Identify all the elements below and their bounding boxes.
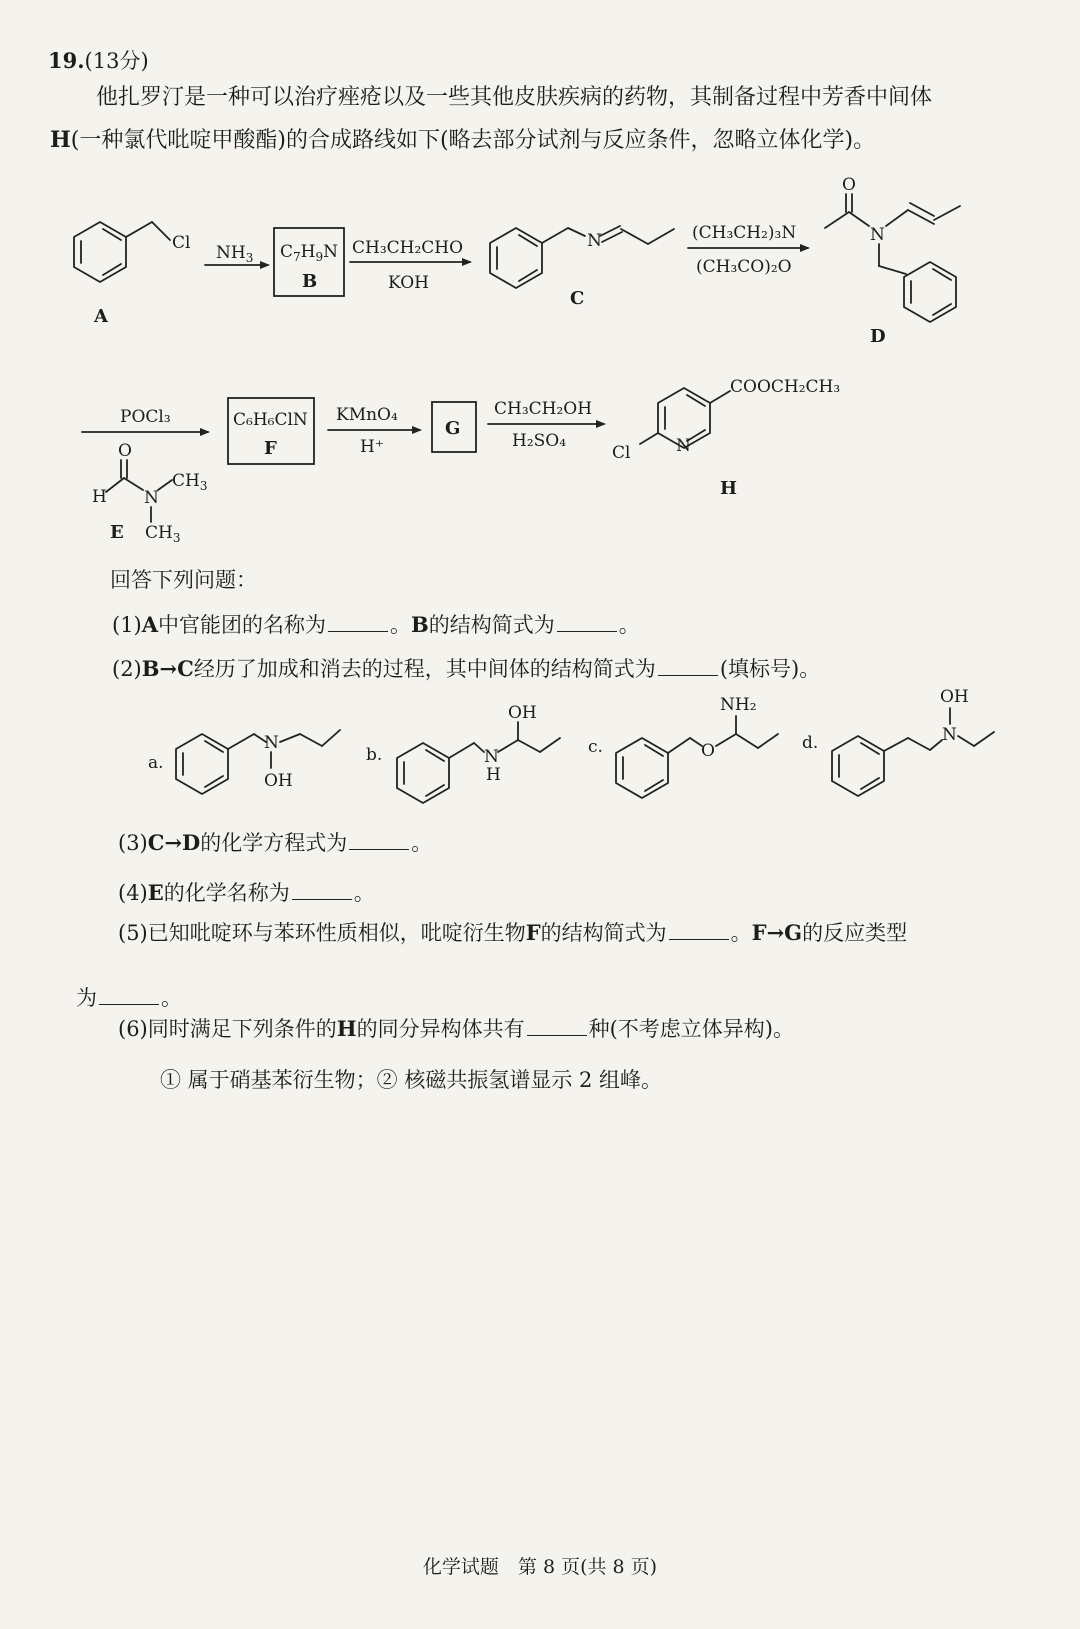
e-n-label: N — [144, 488, 159, 508]
box-g — [432, 402, 476, 452]
svg-text:N: N — [942, 725, 957, 745]
option-b — [366, 703, 560, 803]
h-ester-label: COOCH₂CH₃ — [730, 377, 841, 397]
reagent-nh3: $NH_3$ — [216, 243, 254, 265]
reagent-ethanol: CH₃CH₂OH — [494, 399, 593, 419]
intro-h-label: H — [50, 127, 71, 153]
arrow-g-to-h — [488, 399, 606, 451]
d-n-label: N — [870, 225, 885, 245]
arrow-b-to-c — [350, 238, 472, 293]
label-b: B — [302, 271, 318, 292]
svg-text:O: O — [701, 741, 715, 761]
reagent-acetic-anhydride: (CH₃CO)₂O — [696, 257, 792, 277]
question-6: (6)同时满足下列条件的H的同分异构体共有 种(不考虑立体异构)。 — [118, 1016, 794, 1041]
answer-prompt: 回答下列问题： — [110, 568, 257, 592]
svg-text:H: H — [486, 765, 501, 785]
intro-line-2-text: (一种氯代吡啶甲酸酯)的合成路线如下(略去部分试剂与反应条件，忽略立体化学)。 — [70, 128, 876, 153]
q3-blank[interactable] — [349, 831, 409, 850]
reagent-hplus: H⁺ — [360, 437, 384, 457]
svg-text:b.: b. — [366, 745, 383, 765]
question-4: (4)E的化学名称为 。 — [118, 880, 375, 905]
synthesis-scheme — [0, 0, 1080, 560]
label-a: A — [94, 306, 108, 327]
h-n-label: N — [676, 436, 691, 456]
q5-blank-1[interactable] — [669, 921, 729, 940]
e-ch3-bottom: $CH_3$ — [145, 523, 181, 545]
question-number: 19. — [48, 48, 85, 73]
h-cl-label: Cl — [612, 443, 631, 463]
reagent-kmno4: KMnO₄ — [336, 405, 398, 425]
arrow-d-to-f — [82, 407, 210, 436]
label-c: C — [570, 288, 585, 309]
label-e: E — [110, 522, 124, 543]
label-f: F — [264, 438, 277, 459]
arrow-f-to-g — [328, 405, 422, 457]
svg-text:OH: OH — [508, 703, 537, 723]
e-h-label: H — [92, 487, 107, 507]
compound-e-structure — [92, 441, 207, 545]
e-ch3-top: $CH_3$ — [172, 471, 208, 493]
reagent-h2so4: H₂SO₄ — [512, 431, 567, 451]
q6-blank[interactable] — [527, 1017, 587, 1036]
compound-c-structure — [490, 226, 674, 309]
svg-text:c.: c. — [588, 737, 603, 757]
q1-blank-2[interactable] — [557, 613, 617, 632]
intro-line-1: 他扎罗汀是一种可以治疗痤疮以及一些其他皮肤疾病的药物，其制备过程中芳香中间体 — [96, 85, 933, 110]
reagent-koh: KOH — [388, 273, 430, 293]
a-cl-label: Cl — [172, 233, 191, 253]
svg-text:N: N — [484, 747, 499, 767]
question-5-line-2: 为 。 — [76, 986, 182, 1010]
reagent-pocl3: POCl₃ — [120, 407, 171, 427]
option-d — [802, 687, 994, 796]
question-2: (2)B→C经历了加成和消去的过程，其中间体的结构简式为 (填标号)。 — [112, 656, 821, 681]
c-n-label: N — [587, 231, 602, 251]
question-score: (13分) — [84, 49, 149, 73]
option-c — [588, 695, 778, 798]
arrow-c-to-d — [688, 223, 810, 277]
arrow-a-to-b — [205, 243, 270, 269]
svg-text:NH₂: NH₂ — [720, 695, 757, 715]
compound-d-structure — [825, 175, 960, 347]
label-g: G — [445, 418, 461, 439]
label-d: D — [870, 326, 886, 347]
label-h: H — [720, 478, 738, 499]
svg-text:N: N — [264, 733, 279, 753]
svg-text:a.: a. — [148, 753, 164, 773]
b-formula: $C_7H_9N$ — [280, 242, 338, 264]
box-b — [274, 228, 344, 296]
q1-blank-1[interactable] — [328, 613, 388, 632]
question-1: (1)A中官能团的名称为 。B的结构简式为 。 — [112, 612, 640, 637]
q4-blank[interactable] — [292, 881, 352, 900]
page-footer: 化学试题 第 8 页(共 8 页) — [422, 1556, 658, 1578]
compound-a-structure — [74, 222, 190, 327]
isomer-conditions: ① 属于硝基苯衍生物；② 核磁共振氢谱显示 2 组峰。 — [160, 1068, 663, 1092]
option-a — [148, 730, 340, 794]
reagent-propanal: CH₃CH₂CHO — [352, 238, 464, 258]
e-o-label: O — [118, 441, 132, 461]
svg-text:d.: d. — [802, 733, 819, 753]
compound-h-structure — [612, 377, 840, 499]
q5-blank-2[interactable] — [99, 986, 159, 1005]
question-5: (5)已知吡啶环与苯环性质相似，吡啶衍生物F的结构简式为 。F→G的反应类型 — [118, 920, 908, 945]
svg-text:OH: OH — [940, 687, 969, 707]
svg-text:OH: OH — [264, 771, 293, 791]
f-formula: C₆H₆ClN — [233, 410, 308, 430]
question-3: (3)C→D的化学方程式为 。 — [118, 830, 433, 855]
d-o-label: O — [842, 175, 856, 195]
q2-blank[interactable] — [658, 657, 718, 676]
reagent-triethylamine: (CH₃CH₂)₃N — [692, 223, 797, 243]
box-f — [228, 398, 314, 464]
